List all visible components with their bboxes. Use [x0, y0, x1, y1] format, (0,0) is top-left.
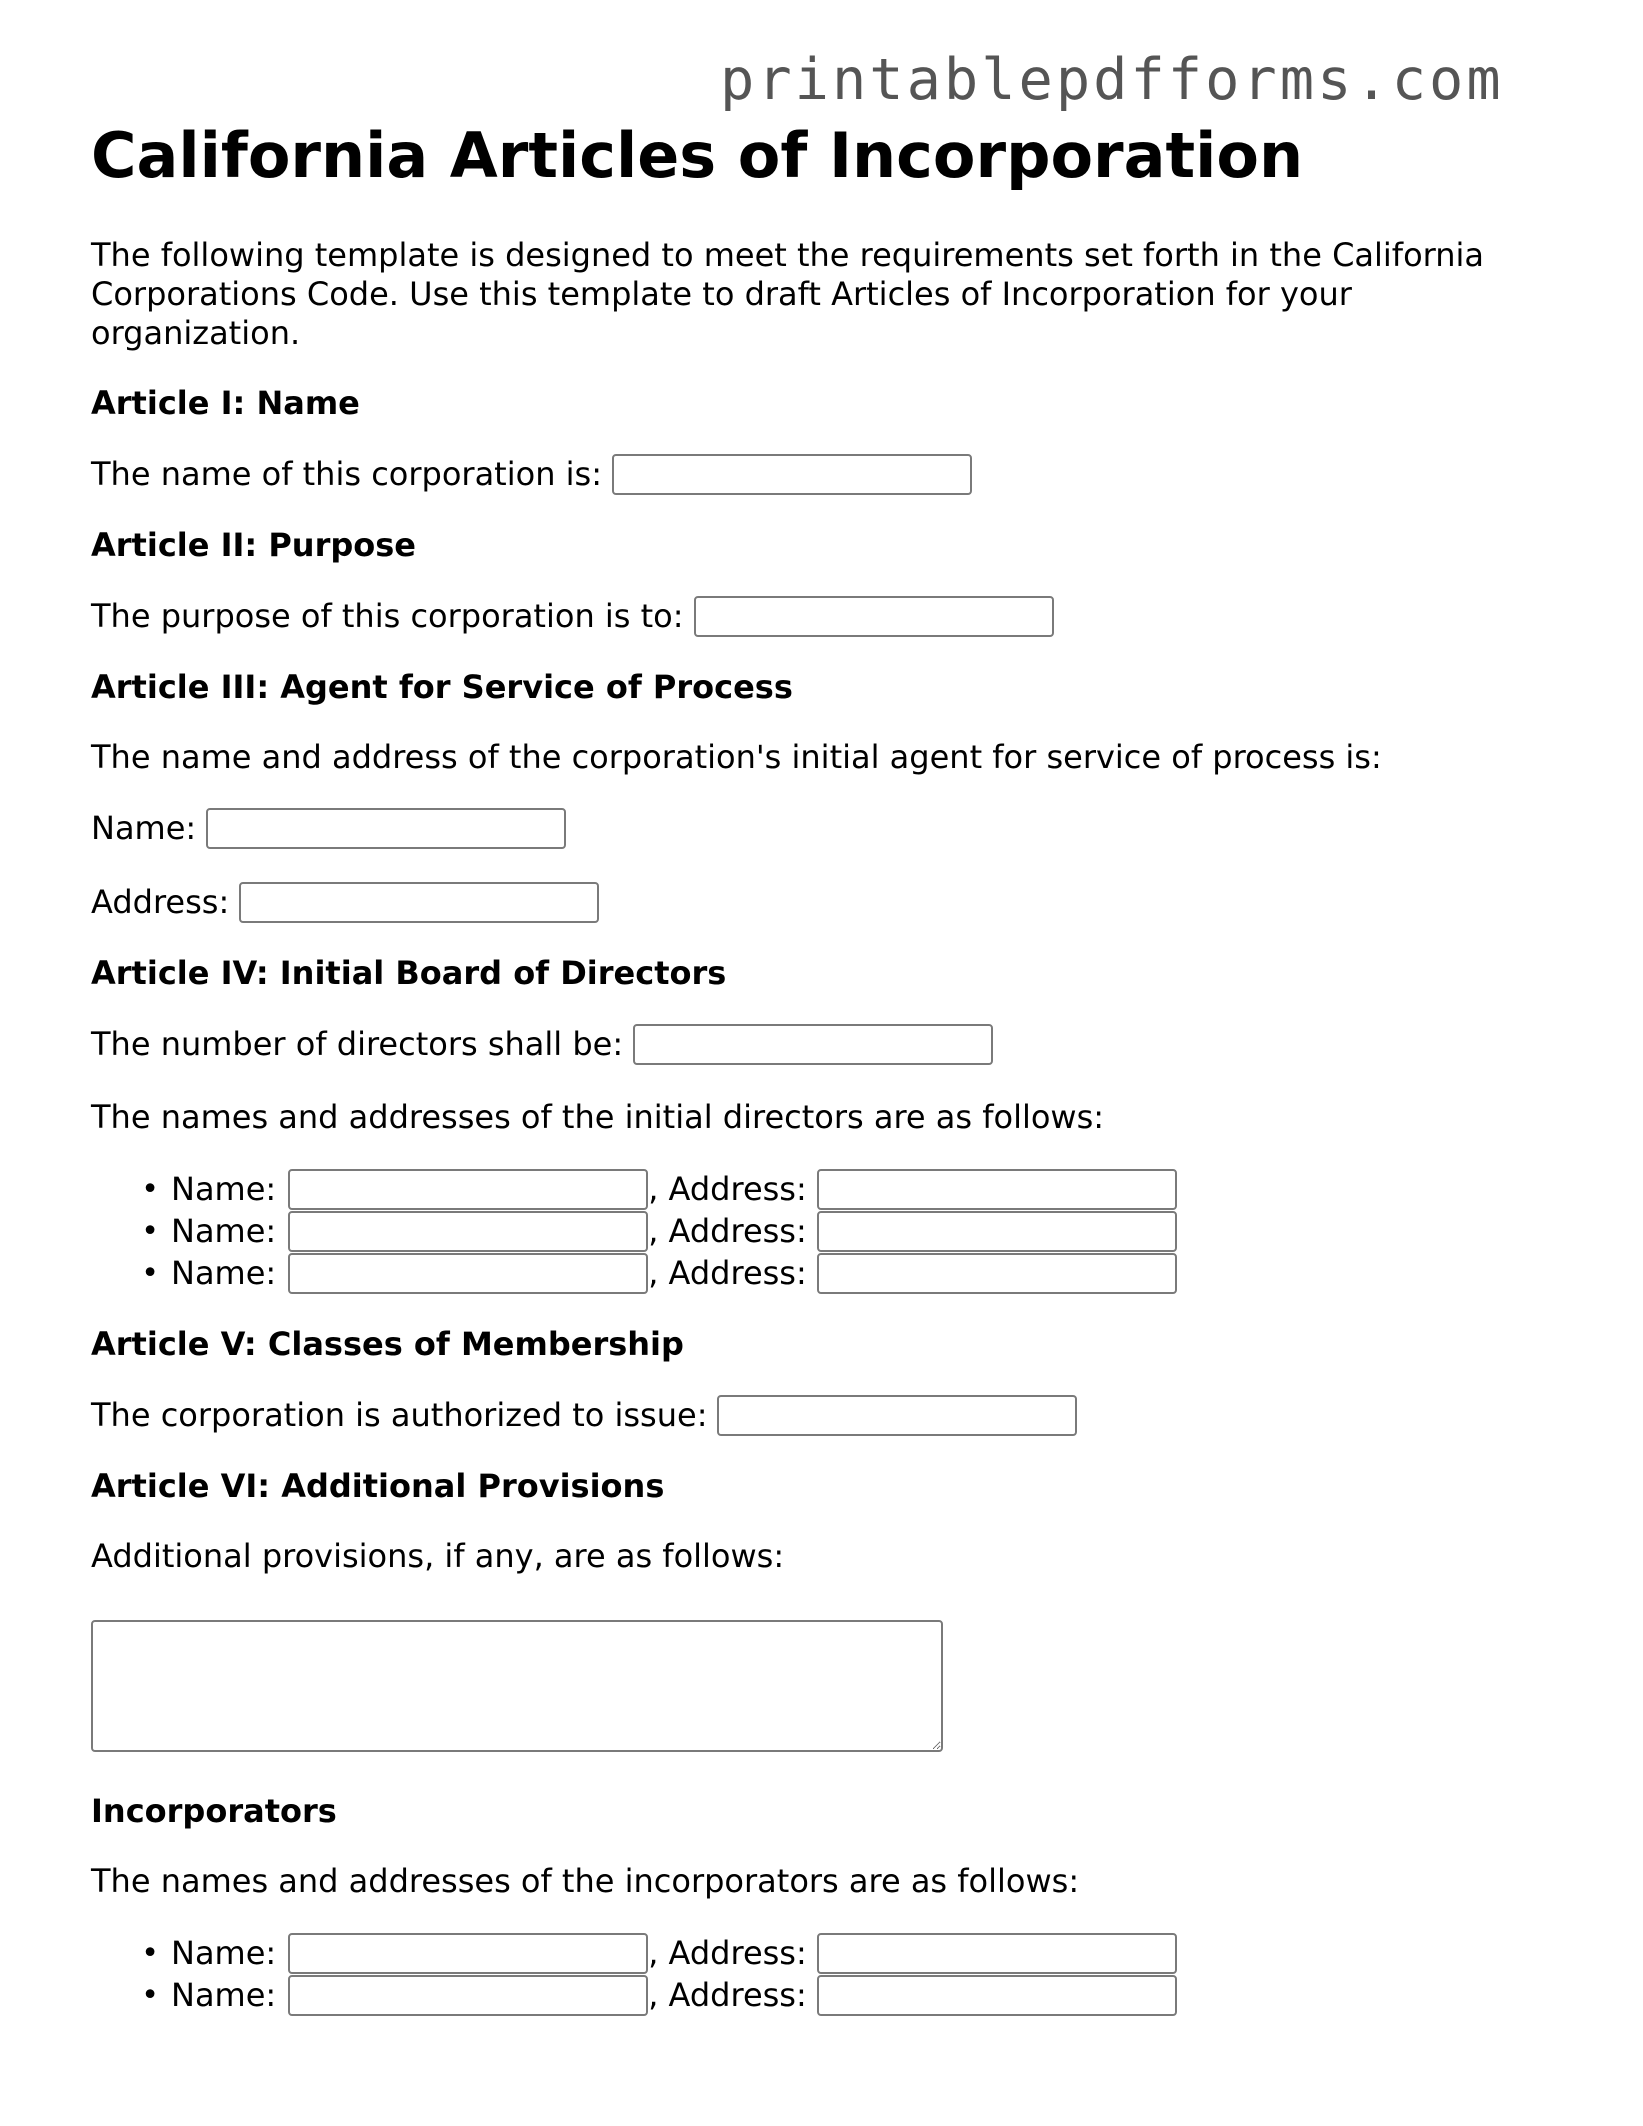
membership-row: [91, 1395, 1571, 1436]
director-count-input[interactable]: [633, 1024, 993, 1065]
corporation-name-input[interactable]: [612, 454, 972, 495]
director-address-label: , Address:: [648, 1169, 807, 1208]
director-address-label: , Address:: [648, 1211, 807, 1250]
list-item: [91, 1932, 1571, 1974]
page-title: California Articles of Incorporation: [91, 119, 1304, 192]
agent-address-row: [91, 882, 1571, 923]
bullet-icon: •: [141, 1213, 159, 1249]
incorporator-1-address-input[interactable]: [817, 1933, 1177, 1974]
article-4-heading: Article IV: Initial Board of Directors: [91, 954, 727, 992]
incorporator-1-name-input[interactable]: [288, 1933, 648, 1974]
director-name-label: Name:: [171, 1253, 277, 1292]
director-count-label: The number of directors shall be:: [91, 1025, 624, 1063]
incorporators-intro: The names and addresses of the incorporators are as follows:: [91, 1862, 1080, 1900]
incorporator-name-label: Name:: [171, 1975, 277, 2014]
bullet-icon: •: [141, 1171, 159, 1207]
provisions-intro: Additional provisions, if any, are as follows:: [91, 1537, 785, 1575]
list-item: [91, 1168, 1571, 1210]
site-watermark: printablepdfforms.com: [720, 47, 1504, 113]
director-name-label: Name:: [171, 1169, 277, 1208]
purpose-input[interactable]: [694, 596, 1054, 637]
article-1-heading: Article I: Name: [91, 384, 360, 422]
director-2-name-input[interactable]: [288, 1211, 648, 1252]
incorporators-heading: Incorporators: [91, 1792, 337, 1830]
purpose-label: The purpose of this corporation is to:: [91, 597, 684, 635]
list-item: [91, 1974, 1571, 2016]
form-page: [91, 118, 1571, 2016]
bullet-icon: •: [141, 1977, 159, 2013]
bullet-icon: •: [141, 1255, 159, 1291]
incorporator-address-label: , Address:: [648, 1933, 807, 1972]
membership-input[interactable]: [717, 1395, 1077, 1436]
agent-name-label: Name:: [91, 809, 197, 847]
director-address-label: , Address:: [648, 1253, 807, 1292]
additional-provisions-textarea[interactable]: [91, 1620, 943, 1752]
agent-address-input[interactable]: [239, 882, 599, 923]
incorporator-name-label: Name:: [171, 1933, 277, 1972]
agent-description: The name and address of the corporation's initial agent for service of process is:: [91, 738, 1382, 776]
director-name-label: Name:: [171, 1211, 277, 1250]
director-3-name-input[interactable]: [288, 1253, 648, 1294]
directors-list-intro: The names and addresses of the initial directors are as follows:: [91, 1098, 1105, 1136]
purpose-row: [91, 596, 1571, 637]
incorporators-list: [91, 1932, 1571, 2016]
director-count-row: [91, 1024, 1571, 1065]
article-6-heading: Article VI: Additional Provisions: [91, 1467, 665, 1505]
director-3-address-input[interactable]: [817, 1253, 1177, 1294]
intro-text: The following template is designed to meet the requirements set forth in the California Corporations Code. Use this template to draft Articles of Incorporation for your organization.: [91, 236, 1485, 352]
agent-name-row: [91, 808, 1571, 849]
agent-name-input[interactable]: [206, 808, 566, 849]
corporation-name-row: [91, 454, 1571, 495]
corporation-name-label: The name of this corporation is:: [91, 455, 602, 493]
list-item: [91, 1252, 1571, 1294]
director-1-name-input[interactable]: [288, 1169, 648, 1210]
bullet-icon: •: [141, 1935, 159, 1971]
agent-address-label: Address:: [91, 883, 230, 921]
incorporator-2-name-input[interactable]: [288, 1975, 648, 2016]
incorporator-2-address-input[interactable]: [817, 1975, 1177, 2016]
article-3-heading: Article III: Agent for Service of Process: [91, 668, 793, 706]
list-item: [91, 1210, 1571, 1252]
director-1-address-input[interactable]: [817, 1169, 1177, 1210]
article-2-heading: Article II: Purpose: [91, 526, 416, 564]
director-2-address-input[interactable]: [817, 1211, 1177, 1252]
directors-list: [91, 1168, 1571, 1294]
incorporator-address-label: , Address:: [648, 1975, 807, 2014]
membership-label: The corporation is authorized to issue:: [91, 1396, 708, 1434]
article-5-heading: Article V: Classes of Membership: [91, 1325, 684, 1363]
